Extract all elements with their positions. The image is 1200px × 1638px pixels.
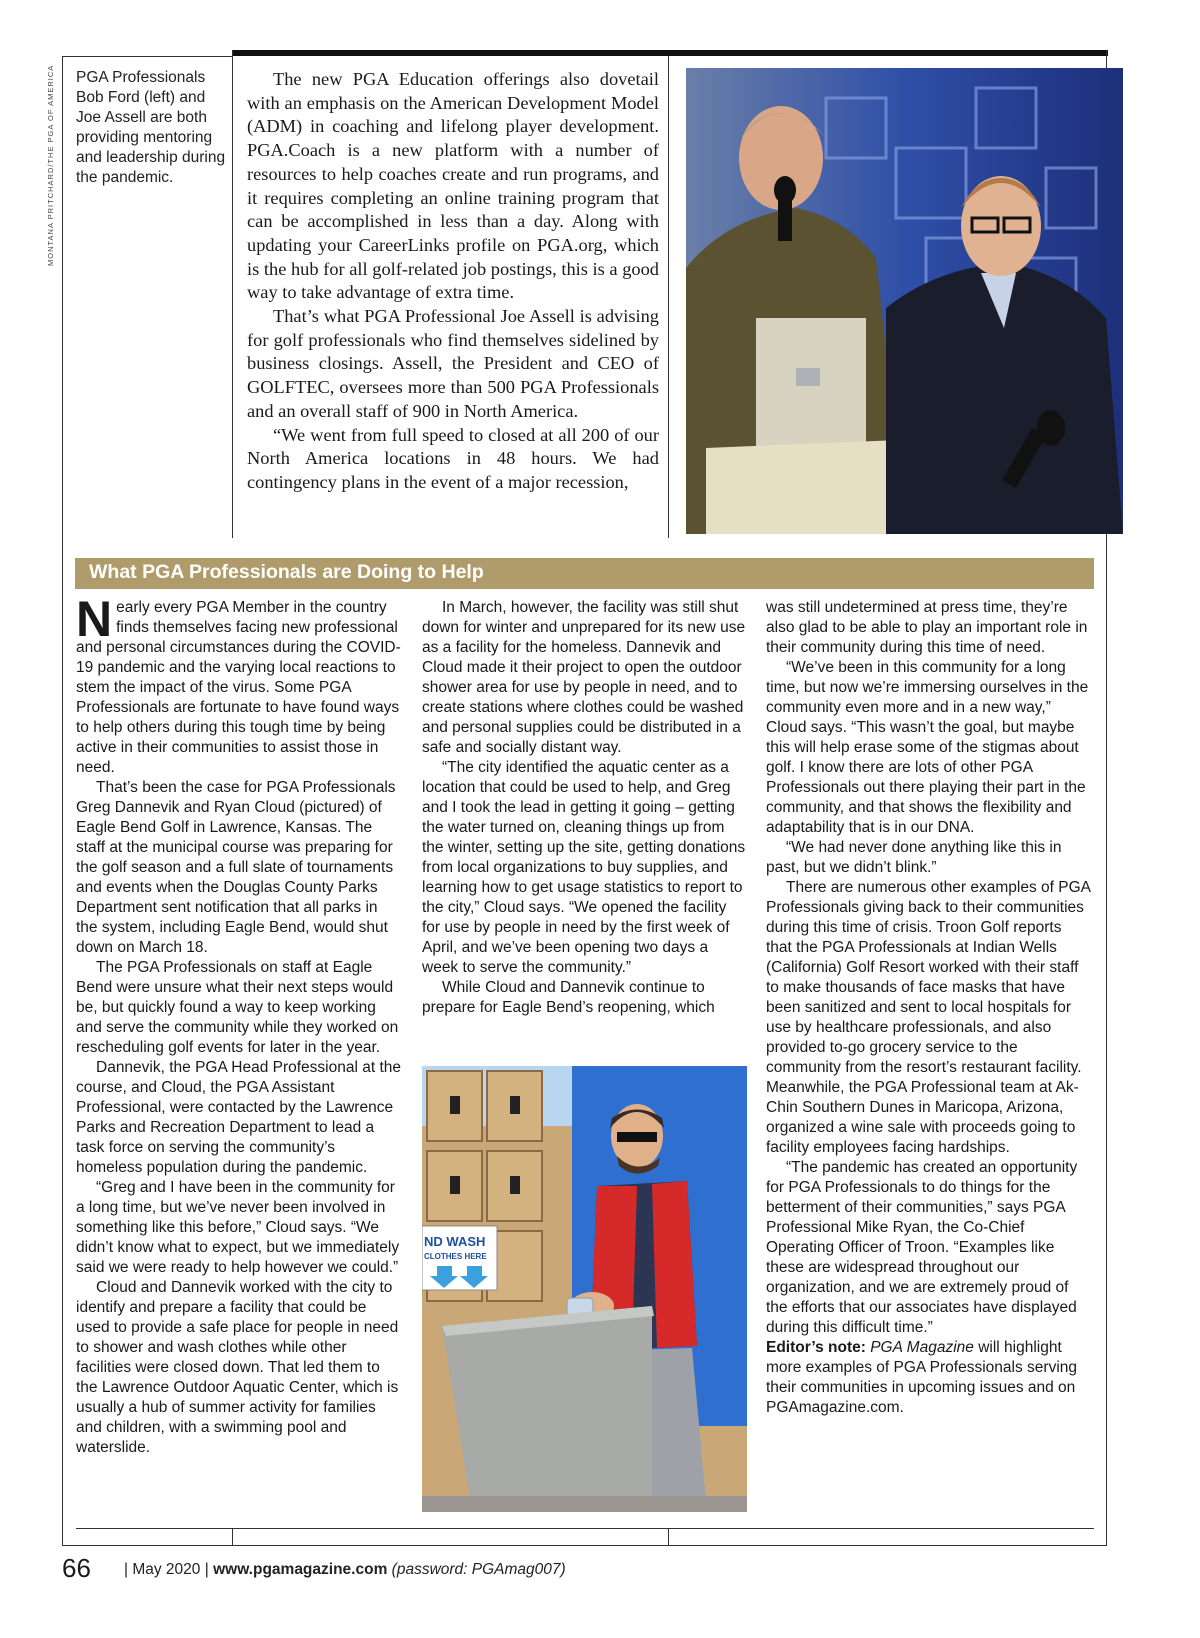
- footer-separator: |: [124, 1561, 129, 1578]
- sidebar-paragraph: In March, however, the facility was still shut down for winter and unprepared for its new use as a facility for the homeless. Dannevik and Cloud made it their project to open the outdoor shower area for use by people in need, and to create stations where clothes could be washed and personal supplies could be distributed in a safe and socially distant way.: [422, 599, 746, 756]
- sidebar-paragraph: Cloud and Dannevik worked with the city to identify and prepare a facility that could be used to provide a safe place for people in need to shower and wash clothes while other facilities were closed down. That led them to the Lawrence Outdoor Aquatic Center, which is usually a hub of summer activity for families and children, with a swimming pool and waterslide.: [76, 1279, 399, 1456]
- sign-text-1: ND WASH: [424, 1234, 486, 1249]
- sidebar-column-3: [766, 598, 1091, 1418]
- sidebar-paragraph: “The pandemic has created an opportunity for PGA Professionals to do things for the betterment of their communities,” says PGA Professional Mike Ryan, the Co-Chief Operating Officer of Troon. “Examples like these are widespread throughout our organization, and we are extremely proud of the efforts that our associates have displayed during this difficult time.”: [766, 1159, 1078, 1336]
- divider-photo: [668, 56, 669, 538]
- wash-station-photo: [422, 1066, 747, 1512]
- lead-article: [247, 68, 659, 495]
- divider-caption: [232, 50, 233, 538]
- frame-left: [62, 56, 63, 1546]
- frame-top-left: [62, 56, 233, 57]
- sidebar-paragraph: Dannevik, the PGA Head Professional at the course, and Cloud, the PGA Assistant Professional, were contacted by the Lawrence Parks and Recreation Department to lead a task force on serving the community’s homeless population during the pandemic.: [76, 1059, 402, 1176]
- frame-bottom: [62, 1545, 1107, 1546]
- sidebar-paragraph: There are numerous other examples of PGA Professionals giving back to their communities during this time of crisis. Troon Golf reports that the PGA Professionals at Indian Wells (California) Golf Resort worked with their staff to make thousands of face masks that have been sanitized and sent to local hospitals for use by healthcare professionals, and also provided to-go grocery service to the community from the resort’s restaurant facility. Meanwhile, the PGA Professional team at Ak-Chin Southern Dunes in Maricopa, Arizona, organized a wine sale with proceeds going to facility employees facing hardships.: [766, 879, 1091, 1156]
- sidebar-paragraph: The PGA Professionals on staff at Eagle Bend were unsure what their next steps would be, but quickly found a way to keep working and serve the community while they worked on rescheduling golf events for later in the year.: [76, 959, 399, 1056]
- drop-cap: N: [76, 591, 113, 647]
- divider-foot-2: [668, 1528, 669, 1546]
- lead-paragraph: The new PGA Education offerings also dovetail with an emphasis on the American Development Model (ADM) in coaching and lifelong player development. PGA.Coach is a new platform with a number of resources to help coaches create and run programs, and it requires completing an online training program that can be accomplished in less than a day. Along with updating your CareerLinks profile on PGA.org, which is the hub for all golf-related job postings, this is a good way to take advantage of extra time.: [247, 69, 659, 303]
- footer-separator: |: [204, 1561, 209, 1578]
- sidebar-banner: [75, 558, 1094, 589]
- sidebar-paragraph: was still undetermined at press time, they’re also glad to be able to play an important role in their community during this time of need.: [766, 599, 1088, 656]
- footer-url-link[interactable]: www.pgamagazine.com: [213, 1561, 388, 1578]
- sidebar-paragraph: Nearly every PGA Member in the country finds themselves facing new professional and personal circumstances during the COVID-19 pandemic and the varying local reactions to stem the impact of the virus. Some PGA Professionals are fortunate to have found ways to help others during this tough time by being active in their communities to assist those in need.: [76, 591, 401, 776]
- editors-note: [766, 1338, 1091, 1418]
- editors-note-magazine: PGA Magazine: [870, 1339, 974, 1356]
- lead-paragraph: That’s what PGA Professional Joe Assell is advising for golf professionals who find themselves sidelined by business closings. Assell, the President and CEO of GOLFTEC, oversees more than 500 PGA Professionals and an overall staff of 900 in North America.: [247, 306, 659, 421]
- divider-foot-1: [232, 1528, 233, 1546]
- page-footer: [124, 1561, 566, 1579]
- sign-text-2: CLOTHES HERE: [424, 1252, 487, 1261]
- footer-password: (password: PGAmag007): [391, 1561, 566, 1578]
- sidebar-column-1: [76, 591, 402, 1458]
- sidebar-paragraph: That’s been the case for PGA Professionals Greg Dannevik and Ryan Cloud (pictured) of Eagle Bend Golf in Lawrence, Kansas. The staff at the municipal course was preparing for the golf season and a full slate of tournaments and events when the Douglas County Parks Department sent notification that all parks in the system, including Eagle Bend, would shut down on March 18.: [76, 779, 396, 956]
- sidebar-column-2: [422, 598, 747, 1018]
- sidebar-paragraph: “The city identified the aquatic center as a location that could be used to help, and Greg and I took the lead in getting it going – getting the water turned on, cleaning things up from the winter, setting up the site, getting donations from local organizations to buy supplies, and learning how to get usage statistics to report to the city,” Cloud says. “We opened the facility for use by people in need by the first week of April, and we’ve been opening two days a week to serve the community.”: [422, 759, 746, 976]
- photo-credit: MONTANA PRITCHARD/THE PGA OF AMERICA: [46, 64, 55, 266]
- photo-caption: PGA Professionals Bob Ford (left) and Joe Assell are both providing mentoring and leadership during the pandemic.: [76, 69, 226, 186]
- panel-photo: [686, 68, 1123, 534]
- top-rule: [233, 50, 1108, 56]
- editors-note-label: Editor’s note:: [766, 1339, 866, 1356]
- page-number: 66: [62, 1553, 91, 1583]
- sidebar-title: What PGA Professionals are Doing to Help: [89, 561, 484, 583]
- lead-paragraph: “We went from full speed to closed at all 200 of our North America locations in 48 hours. We had contingency plans in the event of a major recession,: [247, 424, 659, 492]
- sidebar-paragraph: “We’ve been in this community for a long time, but now we’re immersing ourselves in the community even more and in a new way,” Cloud says. “This wasn’t the goal, but maybe this will help erase some of the stigmas about golf. I know there are lots of other PGA Professionals out there playing their part in the community, and that shows the flexibility and adaptability that is in our DNA.: [766, 659, 1089, 836]
- inner-bottom-rule: [76, 1528, 1094, 1529]
- sidebar-paragraph: While Cloud and Dannevik continue to prepare for Eagle Bend’s reopening, which: [422, 979, 715, 1016]
- sidebar-paragraph: “We had never done anything like this in past, but we didn’t blink.”: [766, 839, 1062, 876]
- sidebar-paragraph: “Greg and I have been in the community for a long time, but we’ve never been involved in something like this before,” Cloud says. “We didn’t know what to expect, but we immediately said we were ready to help however we could.”: [76, 1179, 400, 1276]
- footer-date: May 2020: [132, 1561, 201, 1578]
- editors-note-text: will highlight more examples of PGA Professionals serving their communities in upcoming issues and on PGAmagazine.com.: [766, 1339, 1077, 1416]
